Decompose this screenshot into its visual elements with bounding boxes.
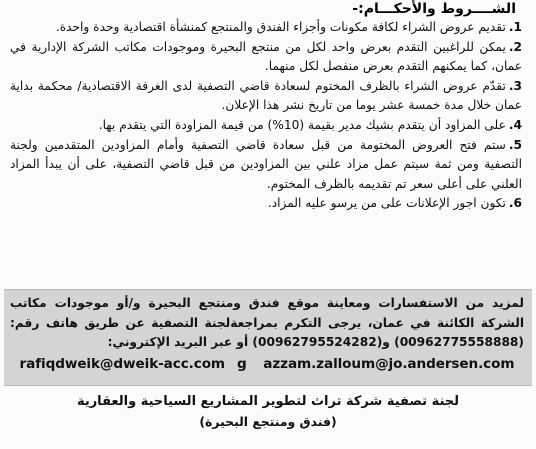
term-number: 6. xyxy=(508,196,522,211)
term-text: تكون اجور الإعلانات على من يرسو عليه المزاد. xyxy=(267,196,506,211)
term-text: يمكن للراغبين التقدم بعرض واحد لكل من منتجع البحيرة وموجودات مكاتب الشركة الإدارية في عمان، كما يمكنهم التقدم بعرض منفصل لكل منهما. xyxy=(10,39,522,74)
term-item-1 xyxy=(10,18,522,38)
term-text: على المزاود أن يتقدم بشيك مدير بقيمة (10%) من قيمة المزاودة التي يتقدم بها. xyxy=(98,117,506,132)
terms-section xyxy=(6,0,530,276)
term-number: 5. xyxy=(508,137,522,152)
term-text: تقديم عروض الشراء لكافة مكونات وأجزاء الفندق والمنتجع كمنشأة اقتصادية وحدة واحدة. xyxy=(55,20,506,34)
terms-heading: الشــــروط والأحكـــام:- xyxy=(352,1,516,17)
term-text: ستم فتح العروض المختومة من قبل سعادة قاضي التصفية وأمام المزاودين المتقدمين ولجنة التصفية ومن ثمة سيتم عمل مزاد علني بين المزاودين من قبل قاضي التصفية، على أن يبدأ المزاد العلني على أعلى سعر تم تقديمه بالظرف المختوم. xyxy=(10,137,522,191)
term-item-6 xyxy=(10,194,522,214)
inquiry-box xyxy=(4,289,532,386)
footer-signature xyxy=(4,392,532,432)
term-text: تقدّم عروض الشراء بالظرف المختوم لسعادة قاضي التصفية لدى الغرفة الاقتصادية/ محكمة بداية عمان خلال مدة خمسة عشر يوما من تاريخ نشر هذا الإعلان. xyxy=(10,78,522,113)
terms-list xyxy=(6,18,530,214)
term-number: 1. xyxy=(508,20,522,34)
committee-name: لجنة تصفية شركة تراث لتطوير المشاريع السياحية والعقارية xyxy=(76,394,460,409)
inquiry-text: لمزيد من الاستفسارات ومعاينة موقع فندق ومنتجع البحيرة و/أو موجودات مكاتب الشركة الكائنة في عمان، يرجى التكرم بمراجعةلجنة التصفية عن طريق هاتف رقم: (00962775558888) و(00962795524282) أو عبر البريد الإكتروني: xyxy=(10,296,524,350)
email-line xyxy=(10,354,524,374)
email-conjunction: g xyxy=(237,355,247,372)
term-item-3 xyxy=(10,77,522,116)
term-item-4 xyxy=(10,116,522,136)
term-item-5 xyxy=(10,136,522,195)
term-item-2 xyxy=(10,38,522,77)
term-number: 4. xyxy=(508,117,522,132)
email-link-1[interactable]: rafiqdweik@dweik-acc.com xyxy=(19,355,225,372)
term-number: 3. xyxy=(508,78,522,93)
property-name: (فندق ومنتجع البحيرة) xyxy=(199,414,337,429)
term-number: 2. xyxy=(508,39,522,54)
email-link-2[interactable]: azzam.zalloum@jo.andersen.com xyxy=(263,355,515,372)
